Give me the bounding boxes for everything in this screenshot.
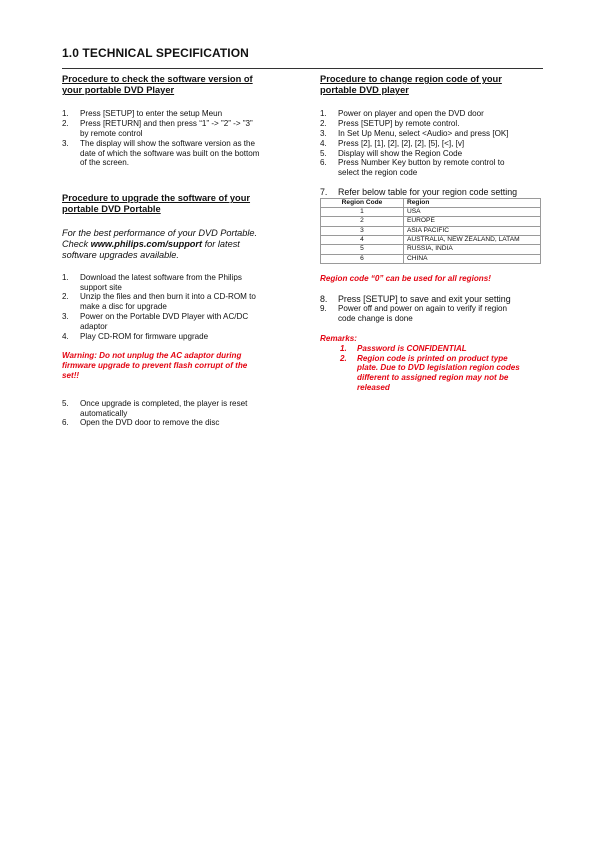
step-number: 2. bbox=[320, 119, 327, 129]
list-item bbox=[320, 188, 545, 198]
left-column bbox=[62, 74, 294, 428]
support-link[interactable]: www.philips.com/support bbox=[90, 239, 203, 249]
region-code-table bbox=[320, 198, 541, 264]
step-text: of the screen. bbox=[80, 158, 130, 168]
step-text: Power on player and open the DVD door bbox=[338, 109, 484, 119]
step-text: by remote control bbox=[80, 129, 143, 138]
intro-line: For the best performance of your DVD Portable. bbox=[62, 227, 258, 238]
upgrade-warning bbox=[62, 351, 294, 380]
step-number: 2. bbox=[62, 119, 69, 129]
region-steps-after bbox=[320, 295, 545, 324]
heading-line: portable DVD player bbox=[320, 85, 409, 96]
region-code-heading bbox=[320, 74, 545, 96]
list-item bbox=[320, 129, 545, 139]
region-code-cell: 1 bbox=[321, 208, 404, 217]
region-name-cell: USA bbox=[404, 208, 541, 217]
step-number: 3. bbox=[62, 312, 69, 321]
warning-line: set!! bbox=[62, 370, 80, 380]
list-item bbox=[62, 139, 294, 168]
remark-text: plate. Due to DVD legislation region codes bbox=[357, 363, 520, 373]
remarks-title: Remarks: bbox=[320, 334, 357, 344]
remark-text: Region code is printed on product type bbox=[357, 353, 508, 363]
step-text: Press [2], [1], [2], [2], [2], [5], [<], [v] bbox=[338, 138, 465, 148]
upgrade-intro bbox=[62, 228, 294, 262]
heading-line: Procedure to change region code of your bbox=[320, 74, 502, 84]
region-steps bbox=[320, 109, 545, 178]
region-name-cell: AUSTRALIA, NEW ZEALAND, LATAM bbox=[404, 235, 541, 244]
list-item bbox=[320, 295, 545, 305]
table-row bbox=[321, 226, 541, 235]
step-text: code change is done bbox=[338, 314, 413, 324]
step-number: 6. bbox=[320, 158, 327, 168]
list-item bbox=[62, 292, 294, 312]
list-item bbox=[62, 119, 294, 139]
heading-line: Procedure to upgrade the software of your bbox=[62, 193, 251, 204]
step-text: The display will show the software version as the bbox=[80, 138, 255, 148]
step-text: Refer below table for your region code setting bbox=[338, 186, 518, 197]
intro-text: Check bbox=[62, 239, 91, 249]
list-item bbox=[62, 312, 294, 332]
region-name-cell: ASIA PACIFIC bbox=[404, 226, 541, 235]
list-item bbox=[320, 158, 545, 178]
page-title: 1.0 TECHNICAL SPECIFICATION bbox=[62, 46, 249, 60]
table-row bbox=[321, 217, 541, 226]
step-number: 5. bbox=[320, 148, 327, 158]
list-item bbox=[62, 418, 294, 428]
step-text: In Set Up Menu, select <Audio> and press [OK] bbox=[338, 129, 509, 138]
step-text: date of which the software was built on the bottom bbox=[80, 148, 260, 158]
list-item bbox=[320, 149, 545, 159]
intro-line bbox=[62, 239, 294, 250]
list-item bbox=[320, 109, 545, 119]
heading-line: portable DVD Portable bbox=[62, 204, 161, 215]
region-code-cell: 6 bbox=[321, 254, 404, 263]
region-name-cell: CHINA bbox=[404, 254, 541, 263]
step-number: 6. bbox=[62, 418, 69, 428]
region-code-cell: 4 bbox=[321, 235, 404, 244]
list-item bbox=[320, 139, 545, 149]
table-row bbox=[321, 254, 541, 263]
list-item bbox=[62, 399, 294, 419]
list-item bbox=[62, 109, 294, 119]
step-text: Unzip the files and then burn it into a CD-ROM to bbox=[80, 292, 256, 302]
step-text: Play CD-ROM for firmware upgrade bbox=[80, 331, 209, 341]
list-item bbox=[340, 344, 545, 354]
region-code-cell: 3 bbox=[321, 226, 404, 235]
check-version-heading bbox=[62, 74, 294, 96]
step-text: Display will show the Region Code bbox=[338, 148, 463, 158]
step-number: 5. bbox=[62, 398, 69, 408]
warning-line: firmware upgrade to prevent flash corrupt of the bbox=[62, 361, 248, 371]
heading-line: your portable DVD Player bbox=[62, 85, 175, 96]
remark-text: Password is CONFIDENTIAL bbox=[357, 343, 467, 353]
region-name-cell: EUROPE bbox=[404, 217, 541, 226]
region-zero-note: Region code “0” can be used for all regions! bbox=[320, 273, 491, 283]
step-text: select the region code bbox=[338, 168, 418, 178]
step-number: 4. bbox=[62, 331, 69, 341]
table-row bbox=[321, 208, 541, 217]
upgrade-steps-after bbox=[62, 399, 294, 428]
step-text: Power off and power on again to verify if region bbox=[338, 304, 508, 314]
step-text: automatically bbox=[80, 408, 128, 418]
column-header-region-code: Region Code bbox=[321, 198, 404, 207]
step-text: Press [RETURN] and then press “1” -> ”2” -> ”3” bbox=[80, 119, 253, 129]
step-text: adaptor bbox=[80, 321, 108, 331]
step-number: 2. bbox=[62, 292, 69, 302]
step-number: 3. bbox=[320, 129, 327, 138]
region-code-cell: 2 bbox=[321, 217, 404, 226]
warning-line: Warning: Do not unplug the AC adaptor during bbox=[62, 351, 242, 361]
list-item bbox=[320, 119, 545, 129]
region-name-cell: RUSSIA, INDIA bbox=[404, 245, 541, 254]
upgrade-software-heading bbox=[62, 193, 294, 215]
step-number: 3. bbox=[62, 138, 69, 148]
step-text: support site bbox=[80, 282, 122, 292]
remark-number: 2. bbox=[340, 353, 347, 363]
step-text: make a disc for upgrade bbox=[80, 302, 167, 312]
step-text: Power on the Portable DVD Player with AC/DC bbox=[80, 312, 249, 321]
check-version-steps bbox=[62, 109, 294, 168]
step-number: 1. bbox=[320, 109, 327, 119]
step-text: Press [SETUP] to enter the setup Meun bbox=[80, 109, 223, 119]
step-number: 4. bbox=[320, 138, 327, 148]
region-step-seven bbox=[320, 188, 545, 198]
table-header-row bbox=[321, 198, 541, 207]
step-text: Press Number Key button by remote control to bbox=[338, 158, 505, 168]
table-row bbox=[321, 235, 541, 244]
column-header-region: Region bbox=[404, 198, 541, 207]
region-code-cell: 5 bbox=[321, 245, 404, 254]
list-item bbox=[340, 354, 545, 393]
step-text: Once upgrade is completed, the player is reset bbox=[80, 398, 248, 408]
list-item bbox=[62, 273, 294, 293]
remark-text: different to assigned region may not be bbox=[357, 373, 509, 383]
step-text: Press [SETUP] by remote control. bbox=[338, 119, 460, 129]
step-number: 8. bbox=[320, 293, 328, 304]
remarks-list bbox=[320, 344, 545, 393]
title-rule bbox=[62, 68, 543, 69]
remark-number: 1. bbox=[340, 343, 347, 353]
step-text: Press [SETUP] to save and exit your setting bbox=[338, 293, 511, 304]
step-number: 9. bbox=[320, 304, 327, 314]
list-item bbox=[320, 304, 545, 324]
step-text: Open the DVD door to remove the disc bbox=[80, 418, 220, 428]
intro-text: for latest bbox=[202, 239, 240, 249]
step-number: 1. bbox=[62, 272, 69, 282]
step-number: 7. bbox=[320, 186, 328, 197]
right-column bbox=[320, 74, 545, 393]
intro-line: software upgrades available. bbox=[62, 250, 179, 261]
remark-text: released bbox=[357, 383, 390, 393]
step-number: 1. bbox=[62, 109, 69, 119]
table-row bbox=[321, 245, 541, 254]
upgrade-steps bbox=[62, 273, 294, 342]
step-text: Download the latest software from the Philips bbox=[80, 272, 242, 282]
list-item bbox=[62, 332, 294, 342]
heading-line: Procedure to check the software version of bbox=[62, 74, 253, 84]
